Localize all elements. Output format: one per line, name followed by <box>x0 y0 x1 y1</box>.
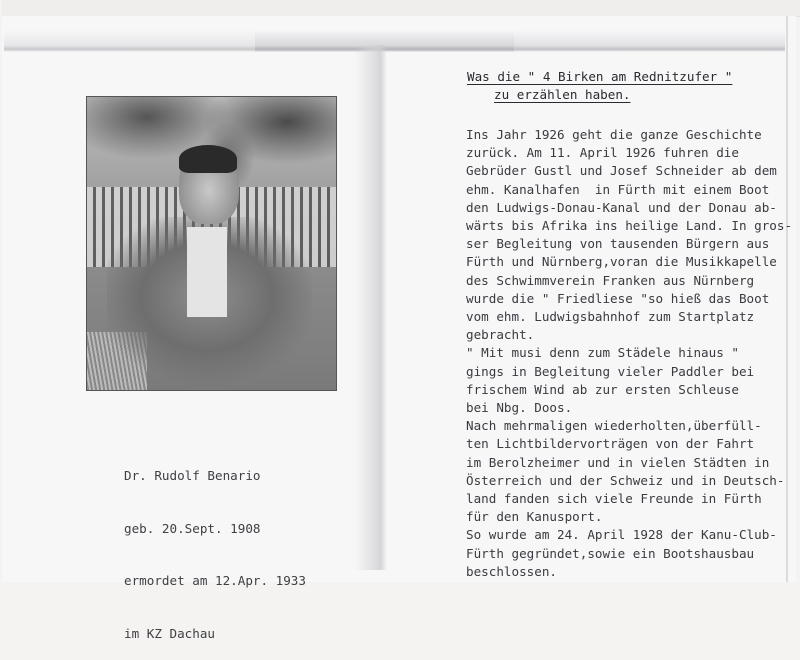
caption-line: geb. 20.Sept. 1908 <box>124 520 261 536</box>
scan-top-band <box>2 0 800 17</box>
body-line: So wurde am 24. April 1928 der Kanu-Club- <box>466 527 777 543</box>
body-line: Fürth gegründet,sowie ein Bootshausbau <box>466 545 755 561</box>
body-line: gings in Begleitung vieler Paddler bei <box>466 363 755 379</box>
body-line: den Ludwigs-Donau-Kanal und der Donau ab- <box>466 199 777 215</box>
body-line: beschlossen. <box>466 563 557 579</box>
body-line: ten Lichtbildervorträgen von der Fahrt <box>466 436 755 452</box>
body-line: für den Kanusport. <box>466 509 603 525</box>
body-line: zurück. Am 11. April 1926 fuhren die <box>466 145 739 161</box>
body-line: frischem Wind ab zur ersten Schleuse <box>466 381 739 397</box>
body-line: Ins Jahr 1926 geht die ganze Geschichte <box>466 127 762 142</box>
body-line: ehm. Kanalhafen in Fürth mit einem Boot <box>466 181 770 197</box>
title-line: Was die " 4 Birken am Rednitzufer " <box>467 69 733 84</box>
title-line: zu erzählen haben. <box>494 87 631 102</box>
caption-line: ermordet am 12.Apr. 1933 <box>124 573 306 588</box>
caption-line: Dr. Rudolf Benario <box>124 468 261 483</box>
caption-line: im KZ Dachau <box>124 625 215 641</box>
body-line: Gebrüder Gustl und Josef Schneider ab dem <box>466 163 777 179</box>
body-line: vom ehm. Ludwigsbahnhof zum Startplatz <box>466 309 755 325</box>
body-line: des Schwimmverein Franken aus Nürnberg <box>466 272 755 288</box>
body-line: bei Nbg. Doos. <box>466 400 573 416</box>
body-line: Nach mehrmaligen wiederholten,überfüll- <box>466 418 762 434</box>
body-line: Fürth und Nürnberg,voran die Musikkapelle <box>466 254 777 270</box>
photo-caption <box>124 432 306 660</box>
photo-shirt <box>187 227 227 317</box>
body-line: im Berolzheimer und in vielen Städten in <box>466 454 770 470</box>
center-fold-shadow <box>355 45 387 570</box>
body-line: " Mit musi denn zum Städele hinaus " <box>466 345 739 361</box>
body-line: wärts bis Afrika ins heilige Land. In gros- <box>466 218 793 234</box>
portrait-photo <box>86 96 337 391</box>
photo-hair <box>179 145 237 173</box>
body-line: wurde die " Friedliese "so hieß das Boot <box>466 290 770 306</box>
fold-shadow-horizontal-right <box>255 30 785 52</box>
body-line: ser Begleitung von tausenden Bürgern aus <box>466 236 770 252</box>
article-title <box>467 68 732 104</box>
body-line: land fanden sich viele Freunde in Fürth <box>466 491 762 507</box>
body-line: gebracht. <box>466 327 535 343</box>
article-body <box>466 126 792 581</box>
body-line: Österreich und der Schweiz und in Deutsch- <box>466 472 785 488</box>
